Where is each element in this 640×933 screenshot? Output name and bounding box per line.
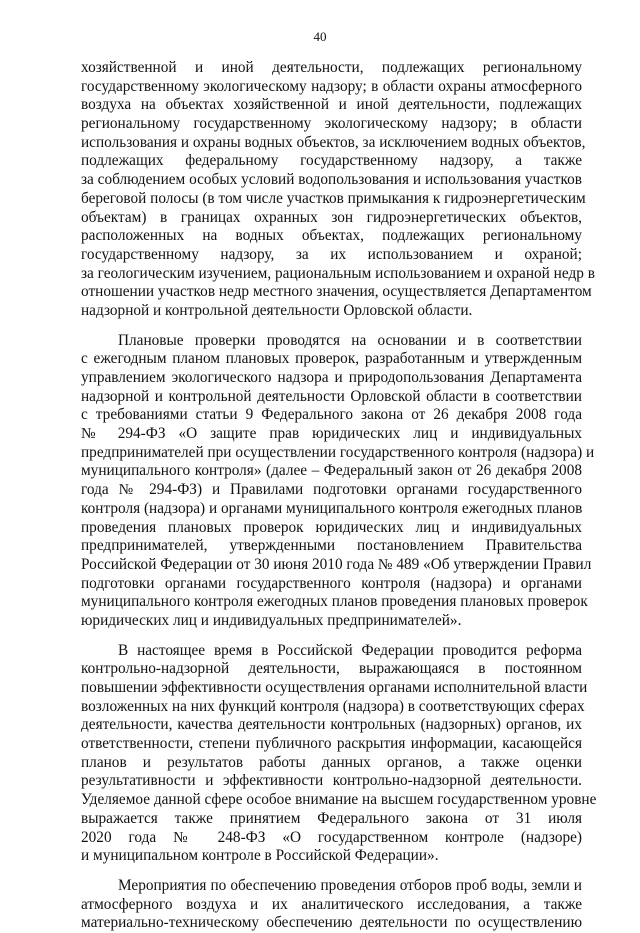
text-line: надзорной и контрольной деятельности Орловской области. [81, 301, 473, 319]
text-line: подлежащих федеральному государственному надзору, а также [81, 152, 582, 170]
paragraph-gap [81, 631, 582, 642]
text-line: береговой полосы (в том числе участков примыкания к гидроэнергетическим [81, 189, 586, 207]
text-line: повышении эффективности осуществления органами исполнительной власти [81, 679, 588, 696]
text-line: управлением экологического надзора и природопользования Департамента [81, 369, 582, 386]
text-line: ответственности, степени публичного раскрытия информации, касающейся [81, 735, 582, 753]
text-line: контрольно-надзорной деятельности, выражающаяся в постоянном [81, 660, 582, 678]
text-line: за соблюдением особых условий водопользования и использования участков [81, 171, 582, 189]
text-line: № 294-ФЗ «О защите прав юридических лиц и индивидуальных [81, 425, 582, 443]
text-line: деятельности, качества деятельности контрольных (надзорных) органов, их [81, 716, 582, 734]
paragraph [81, 59, 595, 321]
text-line: проведения плановых проверок юридических лиц и индивидуальных [81, 518, 582, 536]
text-line: выражается также принятием Федерального закона от 31 июля [81, 809, 582, 827]
text-line: материально-техническому обеспечению деятельности по осуществлению [81, 914, 582, 932]
text-line: Российской Федерации от 30 июня 2010 года № 489 «Об утверждении Правил [81, 555, 592, 573]
text-line: использования и охраны водных объектов, за исключением водных объектов, [81, 133, 586, 151]
text-line: результативности и эффективности контрольно-надзорной деятельности. [81, 772, 582, 790]
text-line: объектам) в границах охранных зон гидроэнергетических объектов, [81, 208, 582, 226]
text-line: В настоящее время в Российской Федерации проводится реформа [118, 641, 582, 659]
paragraph [81, 877, 582, 933]
text-line: года № 294-ФЗ) и Правилами подготовки органами государственного [81, 481, 582, 499]
text-line: муниципального контроля» (далее – Федеральный закон от 26 декабря 2008 [81, 462, 582, 480]
text-line: и муниципальном контроле в Российской Федерации». [81, 847, 439, 865]
paragraph-gap [81, 321, 582, 332]
text-line: атмосферного воздуха и их аналитического исследования, а также [81, 895, 582, 913]
text-line: с ежегодным планом плановых проверок, разработанным и утвержденным [81, 350, 582, 368]
text-line: воздуха на объектах хозяйственной и иной деятельности, подлежащих [81, 96, 582, 114]
text-line: предпринимателей при осуществлении государственного контроля (надзора) и [81, 443, 595, 461]
text-line: подготовки органами государственного контроля (надзора) и органами [81, 574, 582, 592]
text-line: государственному экологическому надзору; в области охраны атмосферного [81, 77, 582, 95]
text-line: государственному надзору, за их использованием и охраной; [81, 245, 582, 263]
text-line: Мероприятия по обеспечению проведения отборов проб воды, земли и [118, 876, 582, 894]
text-line: за геологическим изучением, рациональным использованием и охраной недр в [81, 264, 595, 282]
paragraph [81, 331, 595, 631]
text-line: Уделяемое данной сфере особое внимание на высшем государственном уровне [81, 791, 597, 809]
document-body [81, 59, 597, 933]
text-line: 2020 года № 248-ФЗ «О государственном контроле (надзоре) [81, 828, 582, 846]
text-line: хозяйственной и иной деятельности, подлежащих региональному [81, 59, 582, 76]
text-line: планов и результатов работы данных органов, а также оценки [81, 753, 582, 771]
text-line: надзорной и контрольной деятельности Орловской области в соответствии [81, 387, 582, 405]
text-line: отношении участков недр местного значения, осуществляется Департаментом [81, 283, 592, 301]
text-line: с требованиями статьи 9 Федерального закона от 26 декабря 2008 года [81, 406, 582, 424]
text-line: региональному государственному экологическому надзору; в области [81, 115, 582, 133]
text-line: муниципального контроля ежегодных планов проведения плановых проверок [81, 593, 588, 611]
text-line: расположенных на водных объектах, подлежащих региональному [81, 227, 582, 245]
text-line: возложенных на них функций контроля (надзора) в соответствующих сферах [81, 697, 585, 715]
text-line: контроля (надзора) и органами муниципального контроля ежегодных планов [81, 499, 583, 517]
text-line: предпринимателей, утвержденными постановлением Правительства [81, 537, 582, 555]
text-line: юридических лиц и индивидуальных предпринимателей». [81, 611, 462, 629]
paragraph [81, 641, 597, 866]
text-line: Плановые проверки проводятся на основании и в соответствии [118, 331, 582, 349]
paragraph-gap [81, 866, 582, 877]
page-number: 40 [313, 29, 327, 44]
